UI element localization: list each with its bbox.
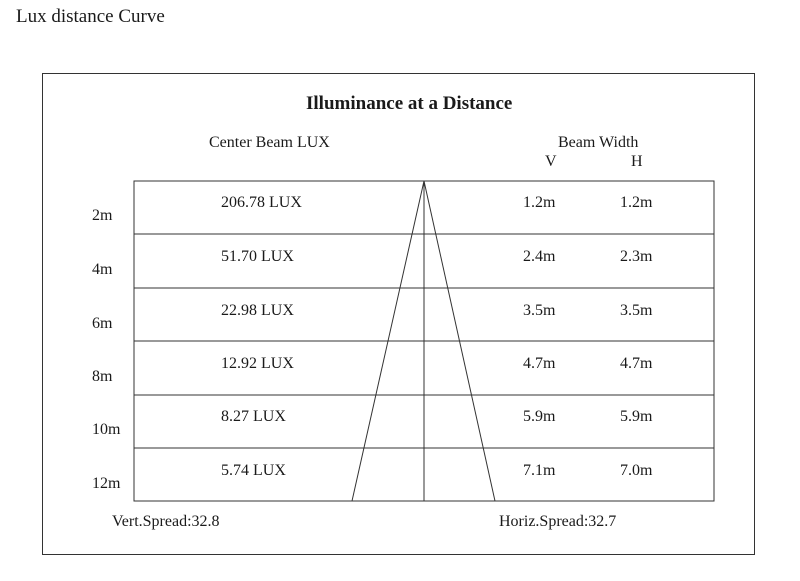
lux-value: 22.98 LUX [221, 302, 294, 319]
distance-label: 2m [92, 207, 113, 224]
beam-width-v: 5.9m [523, 408, 556, 425]
center-beam-header: Center Beam LUX [209, 134, 330, 151]
beam-width-h: 2.3m [620, 248, 653, 265]
beam-width-v: 1.2m [523, 194, 556, 211]
vert-spread: Vert.Spread:32.8 [112, 513, 220, 530]
distance-label: 8m [92, 368, 113, 385]
beam-width-v: 3.5m [523, 302, 556, 319]
lux-value: 51.70 LUX [221, 248, 294, 265]
beam-width-h: 5.9m [620, 408, 653, 425]
distance-label: 6m [92, 315, 113, 332]
distance-label: 10m [92, 421, 121, 438]
beam-width-h: 1.2m [620, 194, 653, 211]
page-heading: Lux distance Curve [16, 6, 165, 27]
beam-width-h: 7.0m [620, 462, 653, 479]
lux-value: 12.92 LUX [221, 355, 294, 372]
beam-width-h: 3.5m [620, 302, 653, 319]
distance-label: 12m [92, 475, 121, 492]
horiz-spread: Horiz.Spread:32.7 [499, 513, 617, 530]
h-header: H [631, 153, 643, 170]
beam-width-header: Beam Width [558, 134, 639, 151]
beam-width-v: 2.4m [523, 248, 556, 265]
beam-width-v: 4.7m [523, 355, 556, 372]
lux-value: 206.78 LUX [221, 194, 302, 211]
lux-value: 8.27 LUX [221, 408, 286, 425]
beam-width-v: 7.1m [523, 462, 556, 479]
lux-value: 5.74 LUX [221, 462, 286, 479]
v-header: V [545, 153, 557, 170]
beam-width-h: 4.7m [620, 355, 653, 372]
diagram-title: Illuminance at a Distance [306, 93, 513, 114]
distance-label: 4m [92, 261, 113, 278]
